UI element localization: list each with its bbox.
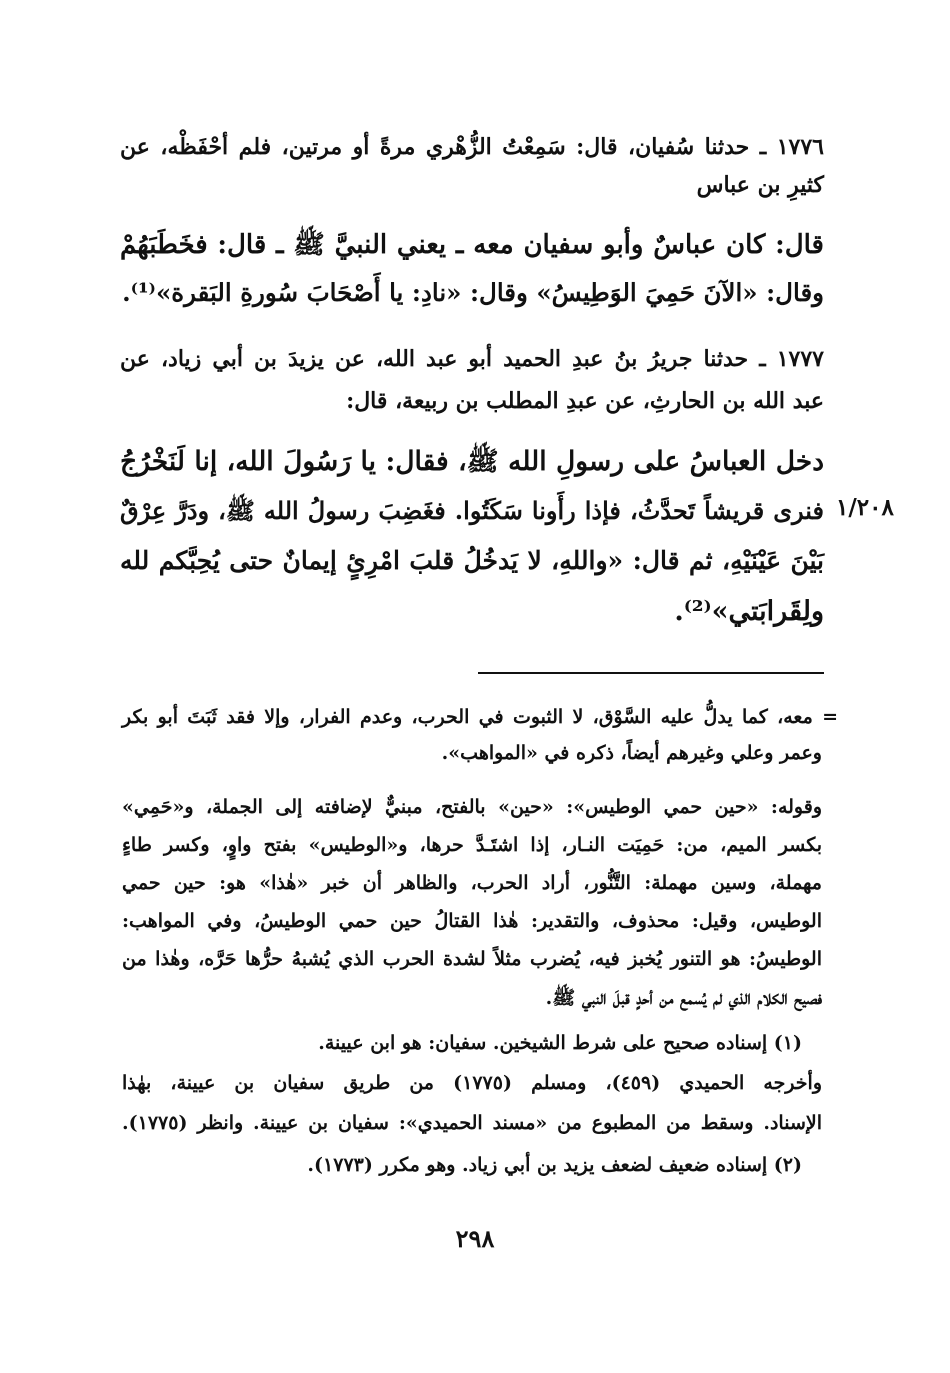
footnote-explanation-line-5: الوطيسُ: هو التنور يُخبز فيه، يُضرب مثلاً لشدة الحرب الذي يُشبهُ حرُّها حَرَّه، وهٰذا من — [122, 948, 822, 970]
footnote-continuation-line-2: وعمر وعلي وغيرهم أيضاً، ذكره في «المواهب». — [441, 742, 822, 764]
footnote-explanation-line-1: وقوله: «حين حمي الوطيس»: «حين» بالفتح، مبنيٌّ لإضافته إلى الجملة، و«حَمِي» — [122, 796, 822, 818]
footnote-continuation-line-1: = معه، كما يدلُّ عليه السَّوْق، لا الثبوت في الحرب، وعدم الفرار، وإلا فقد ثَبَتَ أبو بكر — [122, 706, 838, 728]
footnote-explanation-line-6: فصيح الكلام الذي لم يُسمع من أحدٍ قبلَ النبي ﷺ. — [545, 987, 822, 1009]
footnote-1-line-2: وأخرجه الحميدي (٤٥٩)، ومسلم (١٧٧٥) من طريق سفيان بن عيينة، بهٰذا — [122, 1072, 822, 1094]
hadith-1777-header-line-1: ١٧٧٧ ـ حدثنا جريرُ بنُ عبدِ الحميد أبو عبد الله، عن يزيدَ بن أبي زياد، عن — [120, 346, 824, 372]
footnote-explanation-line-3: مهملة، وسين مهملة: التَّنُّور، أراد الحرب، والظاهر أن خبر «هٰذا» هو: حين حمي — [122, 872, 822, 894]
hadith-1777-matn-line-1: دخل العباسُ على رسولِ الله ﷺ، فقال: يا رَسُولَ الله، إنا لَنَخْرُجُ — [120, 446, 824, 477]
hadith-1777-matn-line-3: بَيْنَ عَيْنَيْهِ، ثم قال: «واللهِ، لا يَدخُلُ قلبَ امْرِئٍ إيمانٌ حتى يُحِبَّكم لله — [120, 546, 824, 575]
hadith-1777-header-line-2: عبد الله بن الحارثِ، عن عبدِ المطلب بن ربيعة، قال: — [346, 388, 824, 414]
footnote-explanation-line-4: الوطيس، وقيل: محذوف، والتقدير: هٰذا القتالُ حين حمي الوطيسُ، وفي المواهب: — [122, 910, 822, 932]
hadith-1777-matn-line-2: فنرى قريشاً تَحدَّثُ، فإذا رأَونا سَكَتُوا. فغَضِبَ رسولُ الله ﷺ، ودَرَّ عِرْقٌ — [120, 496, 824, 525]
hadith-1777-matn-line-4: ولِقَرابَتي»⁽²⁾. — [674, 596, 824, 627]
page-number: ٢٩٨ — [455, 1224, 495, 1253]
footnote-separator — [478, 672, 824, 674]
footnote-1-line-3: الإسناد. وسقط من المطبوع من «مسند الحميدي»: سفيان بن عيينة. وانظر (١٧٧٥). — [122, 1112, 822, 1134]
footnote-explanation-line-2: بكسر الميم، من: حَمِيَت النـار، إذا اشتَـدَّ حرها، و«الوطيس» بفتح واوٍ، وكسر طاءٍ — [122, 834, 822, 856]
footnote-1-line-1: (١) إسناده صحيح على شرط الشيخين. سفيان: هو ابن عيينة. — [318, 1032, 802, 1054]
hadith-1776-header-line-1: ١٧٧٦ ـ حدثنا سُفيان، قال: سَمِعْتُ الزُّهْري مرةً أو مرتين، فلم أحْفَظْه، عن — [120, 134, 824, 160]
hadith-1776-matn-line-2: وقال: «الآنَ حَمِيَ الوَطِيسُ» وقال: «نادِ: يا أَصْحَابَ سُورةِ البَقرة»⁽¹⁾. — [122, 278, 824, 307]
footnote-2-line-1: (٢) إسناده ضعيف لضعف يزيد بن أبي زياد. وهو مكرر (١٧٧٣). — [307, 1154, 802, 1176]
hadith-1776-matn-line-1: قال: كان عباسٌ وأبو سفيان معه ـ يعني النبيَّ ﷺ ـ قال: فخَطَبَهُمْ — [120, 230, 824, 260]
hadith-1776-header-line-2: كثيرِ بن عباس — [696, 172, 824, 198]
margin-volume-page-reference: ١/٢٠٨ — [836, 494, 894, 521]
